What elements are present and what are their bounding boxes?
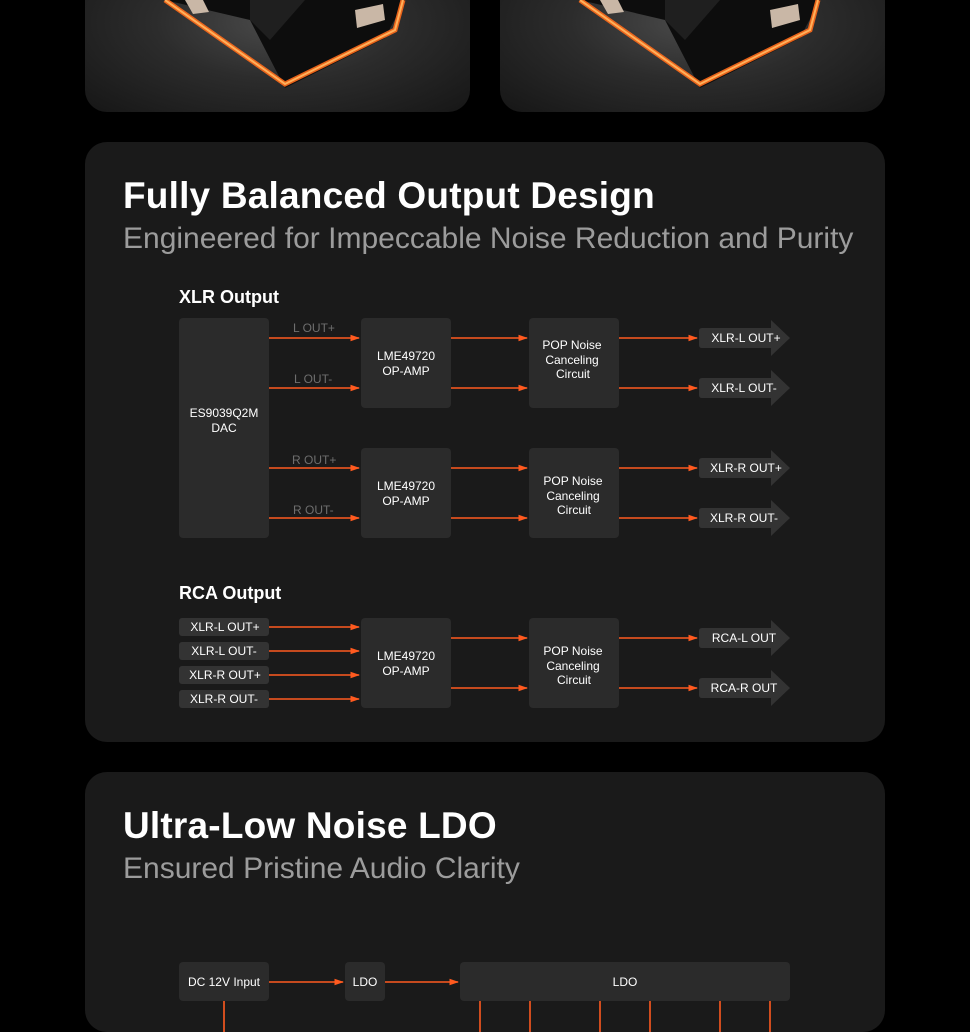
balanced-output-card [85,142,885,742]
rca-input-tag [179,690,269,708]
ldo-block-large [460,962,790,1001]
ldo-block-small [345,962,385,1001]
dac-output-label: R OUT+ [292,453,337,467]
opamp-label-line2: OP-AMP [382,494,430,508]
pop-label-line1: POP Noise [543,474,603,488]
pop-label-line2: Canceling [546,659,600,673]
svg-text:XLR-L OUT-: XLR-L OUT- [191,644,257,658]
dac-output-label: L OUT- [294,372,333,386]
dac-output-lines [269,338,359,518]
xlr-output-tag [699,320,790,356]
pop-label-line2: Canceling [545,353,599,367]
product-photo-left [85,0,470,112]
xlr-output-tag [699,450,790,486]
opamp-block-left [361,318,451,408]
balanced-title: Fully Balanced Output Design [123,175,655,216]
svg-text:XLR-L OUT+: XLR-L OUT+ [190,620,260,634]
opamp-label-line1: LME49720 [376,649,436,663]
ldo-card [85,772,885,1032]
xlr-output-tag [699,500,790,536]
pop-to-output-lines [619,338,697,518]
opamp-label-line1: LME49720 [376,479,436,493]
rca-output-heading: RCA Output [179,583,282,603]
ldo-distribution-lines [224,1001,770,1032]
opamp-label-line1: LME49720 [376,349,436,363]
svg-text:RCA-R OUT: RCA-R OUT [710,681,778,695]
rca-output-tag [699,620,790,656]
rca-opamp-block [361,618,451,708]
balanced-output-diagram [85,142,885,742]
chip-illustration [85,0,470,112]
rca-input-tag [179,642,269,660]
pop-block-right [529,448,619,538]
svg-text:XLR-R OUT-: XLR-R OUT- [189,692,259,706]
pop-label-line1: POP Noise [543,644,603,658]
svg-text:XLR-R OUT+: XLR-R OUT+ [189,668,261,682]
dac-output-label: R OUT- [293,503,334,517]
pop-block-left [529,318,619,408]
pop-label-line3: Circuit [556,503,592,517]
ldo-diagram [85,772,885,1032]
rca-input-tag [179,666,269,684]
svg-text:RCA-L OUT: RCA-L OUT [711,631,777,645]
svg-text:XLR-L OUT+: XLR-L OUT+ [711,331,781,345]
dac-block [179,318,269,538]
xlr-output-tag [699,370,790,406]
ldo-large-label: LDO [612,975,638,989]
balanced-subtitle: Engineered for Impeccable Noise Reduction and Purity [123,222,854,255]
svg-text:XLR-R OUT+: XLR-R OUT+ [710,461,782,475]
pop-label-line1: POP Noise [542,338,602,352]
dac-label-line2: DAC [211,421,237,435]
pop-label-line3: Circuit [555,367,591,381]
rca-pop-block [529,618,619,708]
chip-illustration [500,0,885,112]
dac-label-line1: ES9039Q2M [189,406,259,420]
svg-text:XLR-R OUT-: XLR-R OUT- [709,511,779,525]
product-photo-right [500,0,885,112]
ldo-small-label: LDO [352,975,378,989]
rca-output-tag [699,670,790,706]
pop-label-line2: Canceling [546,489,600,503]
xlr-output-heading: XLR Output [179,287,279,307]
pop-label-line3: Circuit [556,673,592,687]
rca-input-lines [269,627,359,699]
svg-text:XLR-L OUT-: XLR-L OUT- [711,381,777,395]
opamp-to-pop-lines [451,338,527,518]
opamp-block-right [361,448,451,538]
rca-input-tag [179,618,269,636]
opamp-label-line2: OP-AMP [382,364,430,378]
dac-output-label: L OUT+ [293,321,335,335]
dc-input-label: DC 12V Input [187,975,261,989]
dc-input-block [179,962,269,1001]
ldo-subtitle: Ensured Pristine Audio Clarity [123,852,520,885]
opamp-label-line2: OP-AMP [382,664,430,678]
ldo-title: Ultra-Low Noise LDO [123,805,497,846]
